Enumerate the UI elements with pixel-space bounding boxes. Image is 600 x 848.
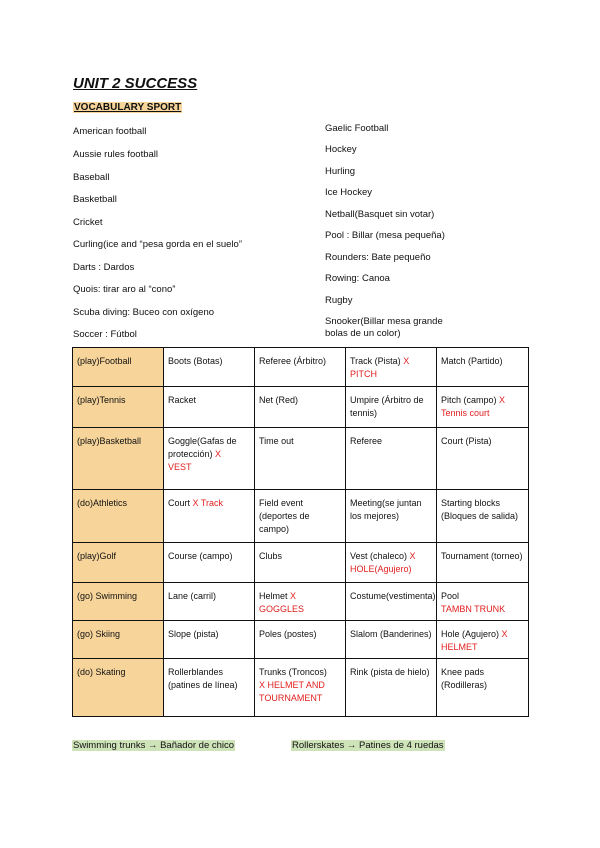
- vocab-item: bolas de un color): [325, 328, 401, 339]
- vocab-item: Basketball: [73, 194, 117, 205]
- cell-text: Starting blocks (Bloques de salida): [441, 498, 519, 521]
- table-cell: [437, 583, 529, 621]
- cell-text: Slalom (Banderines): [350, 629, 432, 639]
- table-cell: [255, 583, 346, 621]
- table-cell: [164, 543, 255, 583]
- page-title: UNIT 2 SUCCESS: [73, 75, 198, 92]
- cell-text: Pool: [441, 591, 460, 601]
- vocab-item: Cricket: [73, 217, 103, 228]
- cell-text: Pitch (campo): [441, 395, 497, 405]
- vocab-item: American football: [73, 126, 147, 137]
- correction-text: PITCH: [350, 369, 377, 379]
- cell-text: Boots (Botas): [168, 356, 223, 366]
- section-heading: VOCABULARY SPORT: [74, 102, 182, 113]
- sport-cell: [73, 659, 164, 717]
- table-cell: [346, 621, 437, 659]
- cell-text: Trunks (Troncos): [259, 667, 327, 677]
- cell-text: Time out: [259, 436, 294, 446]
- vocabulary-table-body: [73, 348, 529, 717]
- table-cell: [255, 659, 346, 717]
- cell-text: Helmet: [259, 591, 288, 601]
- table-cell: [164, 583, 255, 621]
- table-cell: [255, 490, 346, 543]
- table-cell: [164, 348, 255, 387]
- cell-text: Lane (carril): [168, 591, 217, 601]
- table-row: [73, 387, 529, 428]
- table-cell: [164, 428, 255, 490]
- vocab-item: Rounders: Bate pequeño: [325, 252, 431, 263]
- correction-mark: X Track: [192, 498, 224, 508]
- cell-text: Net (Red): [259, 395, 299, 405]
- cell-text: Court (Pista): [441, 436, 492, 446]
- note-swimming-trunks: Swimming trunks → Bañador de chico: [73, 740, 235, 751]
- sport-cell: [73, 348, 164, 387]
- correction-text: X HELMET AND TOURNAMENT: [259, 680, 325, 703]
- cell-text: Costume(vestimenta): [350, 591, 436, 601]
- table-cell: [164, 490, 255, 543]
- correction-text: HELMET: [441, 642, 478, 652]
- cell-text: Clubs: [259, 551, 283, 561]
- table-row: [73, 490, 529, 543]
- cell-text: Rollerblandes (patines de línea): [168, 667, 238, 690]
- table-cell: [437, 428, 529, 490]
- table-cell: [255, 428, 346, 490]
- correction-text: VEST: [168, 462, 192, 472]
- vocab-item: Rugby: [325, 295, 353, 306]
- vocab-item: Scuba diving: Buceo con oxígeno: [73, 307, 215, 318]
- table-cell: [437, 490, 529, 543]
- cell-text: (go) Swimming: [77, 591, 138, 601]
- cell-text: (play)Tennis: [77, 395, 126, 405]
- table-cell: [346, 490, 437, 543]
- cell-text: Goggle(Gafas de protección): [168, 436, 237, 459]
- cell-text: Knee pads (Rodilleras): [441, 667, 488, 690]
- table-cell: [437, 387, 529, 428]
- cell-text: (play)Basketball: [77, 436, 142, 446]
- table-cell: [346, 543, 437, 583]
- cell-text: Tournament (torneo): [441, 551, 523, 561]
- cell-text: (go) Skiing: [77, 629, 121, 639]
- sport-cell: [73, 543, 164, 583]
- sport-cell: [73, 583, 164, 621]
- table-cell: [255, 621, 346, 659]
- vocab-item: Aussie rules football: [73, 149, 159, 160]
- correction-text: GOGGLES: [259, 604, 305, 614]
- table-row: [73, 543, 529, 583]
- table-cell: [255, 543, 346, 583]
- cell-text: Racket: [168, 395, 197, 405]
- cell-text: Field event (deportes de campo): [259, 498, 310, 534]
- sport-cell: [73, 621, 164, 659]
- table-cell: [346, 348, 437, 387]
- sport-cell: [73, 490, 164, 543]
- vocab-item: Rowing: Canoa: [325, 273, 390, 284]
- table-cell: [346, 428, 437, 490]
- table-cell: [164, 387, 255, 428]
- table-row: [73, 583, 529, 621]
- table-cell: [255, 387, 346, 428]
- cell-text: (play)Golf: [77, 551, 117, 561]
- correction-mark: X: [403, 356, 410, 366]
- table-cell: [346, 659, 437, 717]
- vocab-item: Gaelic Football: [325, 123, 389, 134]
- table-cell: [437, 543, 529, 583]
- correction-mark: X: [290, 591, 297, 601]
- cell-text: Vest (chaleco): [350, 551, 408, 561]
- cell-text: Meeting(se juntan los mejores): [350, 498, 422, 521]
- vocab-item: Hockey: [325, 144, 357, 155]
- vocab-item: Soccer : Fútbol: [73, 329, 137, 340]
- cell-text: Referee (Árbitro): [259, 356, 327, 366]
- note-rollerskates: Rollerskates → Patines de 4 ruedas: [292, 740, 444, 751]
- table-cell: [346, 583, 437, 621]
- cell-text: Poles (postes): [259, 629, 317, 639]
- correction-mark: X: [215, 449, 222, 459]
- table-row: [73, 659, 529, 717]
- correction-mark: X: [501, 629, 508, 639]
- table-row: [73, 428, 529, 490]
- cell-text: Course (campo): [168, 551, 233, 561]
- vocab-item: Netball(Basquet sin votar): [325, 209, 435, 220]
- vocab-item: Baseball: [73, 172, 110, 183]
- table-row: [73, 621, 529, 659]
- cell-text: Hole (Agujero): [441, 629, 500, 639]
- vocab-item: Ice Hockey: [325, 187, 372, 198]
- cell-text: Slope (pista): [168, 629, 219, 639]
- cell-text: Court: [168, 498, 191, 508]
- table-cell: [164, 621, 255, 659]
- cell-text: Match (Partido): [441, 356, 503, 366]
- cell-text: (play)Football: [77, 356, 132, 366]
- correction-text: Tennis court: [441, 408, 490, 418]
- table-cell: [437, 659, 529, 717]
- table-cell: [346, 387, 437, 428]
- vocab-item: Darts : Dardos: [73, 262, 135, 273]
- vocabulary-table: [72, 347, 529, 717]
- cell-text: (do) Skating: [77, 667, 126, 677]
- table-cell: [255, 348, 346, 387]
- sport-cell: [73, 428, 164, 490]
- vocab-item: Curling(ice and “pesa gorda en el suelo”: [73, 239, 242, 250]
- correction-mark: X: [499, 395, 506, 405]
- vocab-item: Snooker(Billar mesa grande: [325, 316, 443, 327]
- correction-text: HOLE(Agujero): [350, 564, 412, 574]
- table-cell: [437, 621, 529, 659]
- cell-text: Referee: [350, 436, 383, 446]
- sport-cell: [73, 387, 164, 428]
- vocab-item: Quois: tirar aro al “cono”: [73, 284, 176, 295]
- cell-text: Track (Pista): [350, 356, 401, 366]
- vocab-item: Pool : Billar (mesa pequeña): [325, 230, 445, 241]
- table-cell: [164, 659, 255, 717]
- correction-text: TAMBN TRUNK: [441, 604, 506, 614]
- cell-text: (do)Athletics: [77, 498, 128, 508]
- correction-mark: X: [409, 551, 416, 561]
- cell-text: Rink (pista de hielo): [350, 667, 430, 677]
- table-row: [73, 348, 529, 387]
- table-cell: [437, 348, 529, 387]
- cell-text: Umpire (Árbitro de tennis): [350, 395, 424, 418]
- vocab-item: Hurling: [325, 166, 356, 177]
